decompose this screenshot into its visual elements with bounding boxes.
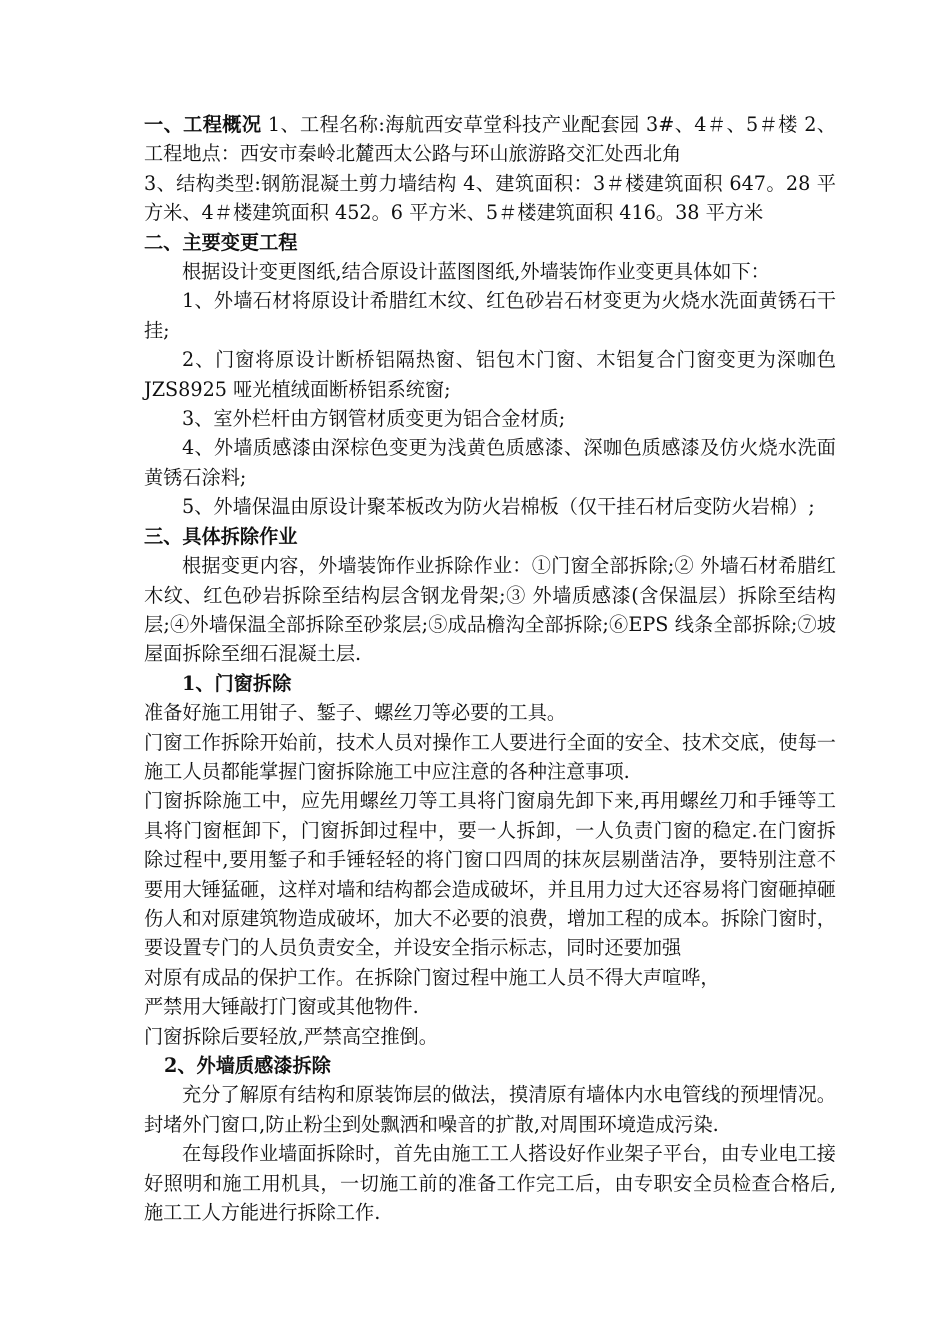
section2-item: 2、门窗将原设计断桥铝隔热窗、铝包木门窗、木铝复合门窗变更为深咖色 JZS8925 哑光植绒面断桥铝系统窗; bbox=[144, 348, 836, 401]
section2-heading: 二、主要变更工程 bbox=[144, 230, 298, 254]
subsection2-heading: 2、外墙质感漆拆除 bbox=[164, 1054, 331, 1077]
section3-heading: 三、具体拆除作业 bbox=[144, 524, 298, 548]
subsection1-paragraph: 门窗拆除施工中，应先用螺丝刀等工具将门窗扇先卸下来,再用螺丝刀和手锤等工具将门窗框卸下，门窗拆卸过程中，要一人拆卸，一人负责门窗的稳定.在门窗拆除过程中,要用錾子和手锤轻轻的将门窗口四周的抹灰层剔凿洁净，要特别注意不要用大锤猛砸，这样对墙和结构都会造成破坏，并且用力过大还容易将门窗砸掉砸伤人和对原建筑物造成破坏，加大不必要的浪费，增加工程的成本。拆除门窗时，要设置专门的人员负责安全，并设安全指示标志，同时还要加强 bbox=[144, 789, 836, 960]
section1-intro: 1、工程名称:海航西安草堂科技产业配套园 3#、4＃、5＃楼 2、工程地点：西安市秦岭北麓西太公路与环山旅游路交汇处西北角 bbox=[144, 113, 836, 166]
subsection1-paragraph: 严禁用大锤敲打门窗或其他物件. bbox=[144, 995, 419, 1019]
section1-paragraph bbox=[144, 110, 836, 169]
subsection1-paragraph: 准备好施工用钳子、錾子、螺丝刀等必要的工具。 bbox=[144, 701, 567, 725]
section2-item: 4、外墙质感漆由深棕色变更为浅黄色质感漆、深咖色质感漆及仿火烧水洗面黄锈石涂料; bbox=[144, 436, 836, 489]
subsection1-paragraph: 门窗拆除后要轻放,严禁高空推倒。 bbox=[144, 1024, 438, 1048]
section2-item: 1、外墙石材将原设计希腊红木纹、红色砂岩石材变更为火烧水洗面黄锈石干挂; bbox=[144, 289, 836, 342]
section1-heading: 一、工程概况 bbox=[144, 113, 262, 136]
subsection1-heading: 1、门窗拆除 bbox=[182, 671, 292, 695]
subsection2-paragraph: 在每段作业墙面拆除时，首先由施工工人搭设好作业架子平台，由专业电工接好照明和施工用机具，一切施工前的准备工作完工后，由专职安全员检查合格后,施工工人方能进行拆除工作. bbox=[144, 1142, 836, 1225]
section2-item: 3、室外栏杆由方钢管材质变更为铝合金材质; bbox=[182, 407, 566, 431]
section2-item: 5、外墙保温由原设计聚苯板改为防火岩棉板（仅干挂石材后变防火岩棉）; bbox=[182, 495, 815, 519]
subsection1-paragraph: 对原有成品的保护工作。在拆除门窗过程中施工人员不得大声喧哗， bbox=[144, 965, 720, 989]
document-page bbox=[144, 110, 836, 1227]
subsection1-paragraph: 门窗工作拆除开始前，技术人员对操作工人要进行全面的安全、技术交底，使每一施工人员都能掌握门窗拆除施工中应注意的各种注意事项. bbox=[144, 730, 836, 783]
section2-intro: 根据设计变更图纸,结合原设计蓝图图纸,外墙装饰作业变更具体如下： bbox=[182, 260, 770, 284]
subsection2-paragraph: 充分了解原有结构和原装饰层的做法，摸清原有墙体内水电管线的预埋情况。封堵外门窗口,防止粉尘到处飘洒和噪音的扩散,对周围环境造成污染. bbox=[144, 1083, 836, 1136]
section3-intro: 根据变更内容，外墙装饰作业拆除作业：①门窗全部拆除;② 外墙石材希腊红木纹、红色砂岩拆除至结构层含钢龙骨架;③ 外墙质感漆(含保温层）拆除至结构层;④外墙保温全部拆除至砂浆层;⑤成品檐沟全部拆除;⑥EPS 线条全部拆除;⑦坡屋面拆除至细石混凝土层. bbox=[144, 554, 836, 666]
section1-structure: 3、结构类型:钢筋混凝土剪力墙结构 4、建筑面积：3＃楼建筑面积 647。28 平方米、4＃楼建筑面积 452。6 平方米、5＃楼建筑面积 416。38 平方米 bbox=[144, 171, 836, 225]
